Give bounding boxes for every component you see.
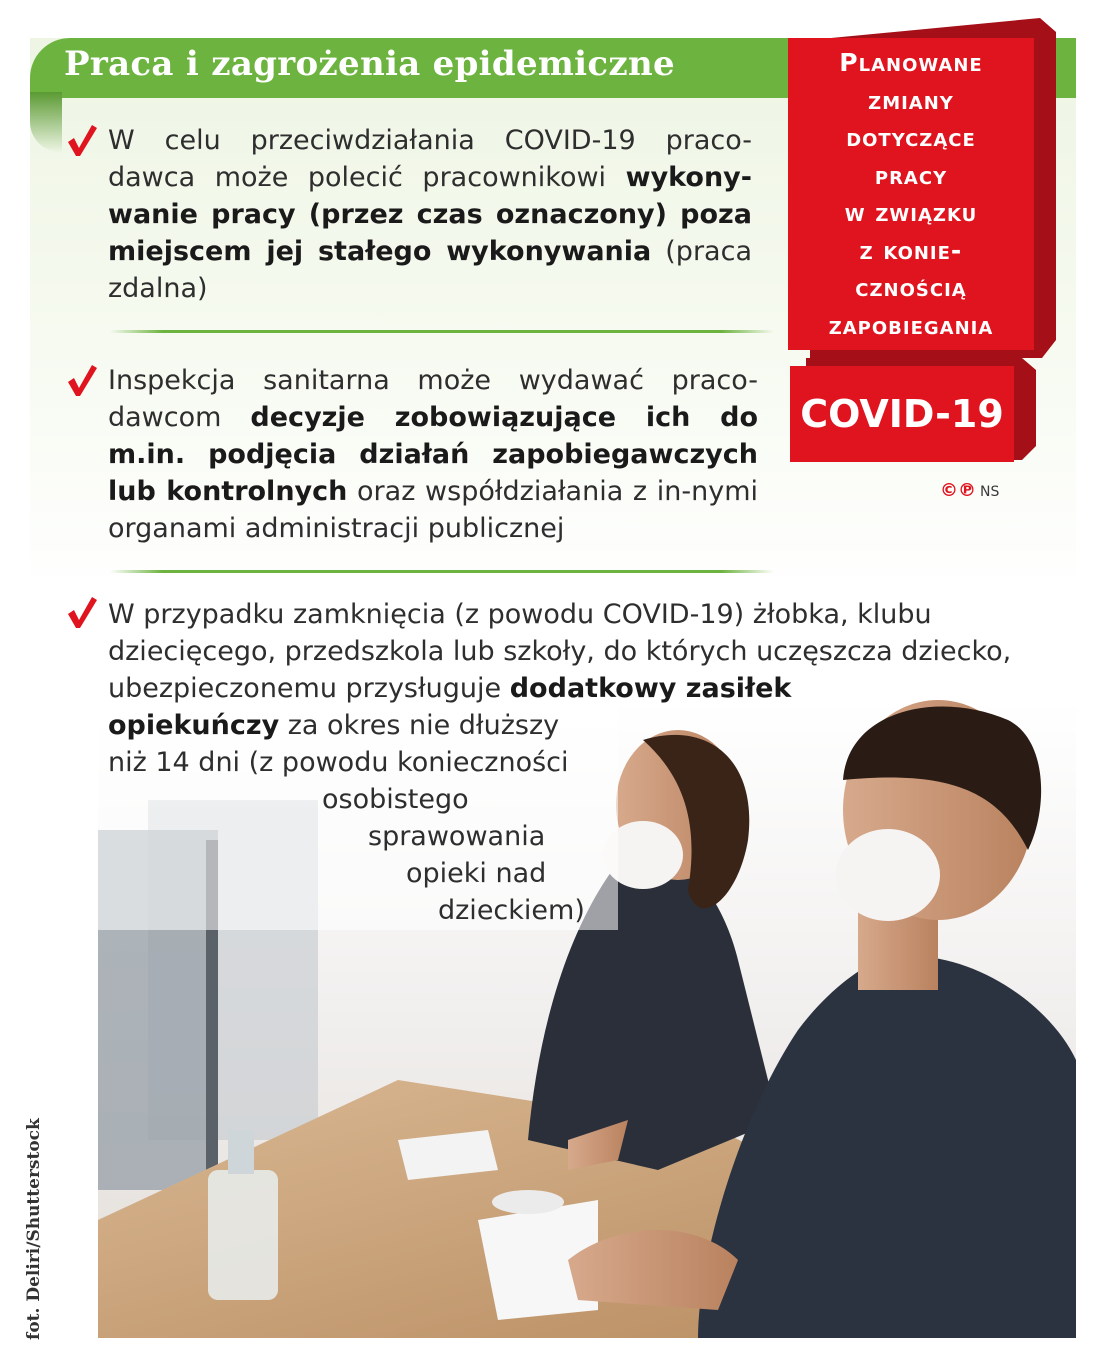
box-line: zmiany	[868, 85, 954, 115]
checkmark-icon	[64, 594, 98, 630]
item-line: dzieckiem)	[438, 895, 585, 926]
divider	[110, 570, 774, 573]
item-remote-work	[108, 122, 752, 307]
copyright-icon: ©℗	[940, 480, 976, 501]
item-bold-text: decyzje zobowiązujące ich do m.in. podjęcia działań zapobiegawczych lub kontrolnych	[108, 402, 758, 507]
copyright-mark	[940, 480, 999, 501]
sanitizer-bottle	[208, 1170, 278, 1300]
item-bold-text: opiekuńczy	[108, 710, 280, 741]
item-text: (praca zdalna)	[108, 236, 752, 304]
item-line: dziecięcego, przedszkola lub szkoły, do których uczęszcza dziecko,	[108, 636, 1012, 667]
box-line: z konie-	[859, 235, 963, 265]
checkmark-icon	[64, 122, 98, 158]
planned-changes-box	[788, 38, 1034, 350]
item-text: W celu przeciwdziałania COVID-19 praco-dawca może polecić pracownikowi	[108, 125, 752, 193]
covid-label-box	[790, 366, 1014, 462]
box-line: dotyczące	[846, 123, 976, 152]
photo-credit: fot. Deliri/Shutterstock	[24, 1118, 44, 1340]
item-text: ubezpieczonemu przysługuje	[108, 673, 510, 704]
box-line: pracy	[874, 160, 948, 190]
mouse	[492, 1190, 564, 1214]
item-line: niż 14 dni (z powodu konieczności	[108, 747, 569, 778]
divider	[110, 330, 774, 333]
item-text: oraz współdziałania z in-nymi organami administracji publicznej	[108, 476, 759, 544]
item-line: W przypadku zamknięcia (z powodu COVID-19) żłobka, klubu	[108, 599, 932, 630]
item-bold-text: dodatkowy zasiłek	[509, 673, 792, 704]
item-line: opieki nad	[406, 858, 547, 889]
box-line: Planowane	[839, 48, 983, 77]
item-line: osobistego	[322, 784, 469, 815]
item-bold-text: wykony-wanie pracy (przez czas oznaczony) poza miejscem jej stałego wykonywania	[108, 162, 752, 267]
copyright-initials: NS	[980, 484, 1000, 500]
item-line	[108, 707, 559, 744]
man-mask	[836, 829, 940, 921]
item-text: Inspekcja sanitarna może wydawać praco-dawcom	[108, 365, 758, 433]
box-line: cznością	[855, 273, 967, 302]
item-line: sprawowania	[368, 821, 546, 852]
box-line: zapobiegania	[828, 310, 994, 340]
covid-label: COVID-19	[800, 392, 1004, 436]
office-photo	[98, 700, 1076, 1338]
box-line: w związku	[844, 198, 978, 227]
page-title: Praca i zagrożenia epidemiczne	[64, 44, 675, 84]
item-line	[108, 670, 791, 707]
item-sanitary-inspection	[108, 362, 758, 547]
item-text: za okres nie dłuższy	[279, 710, 560, 741]
checkmark-icon	[64, 362, 98, 398]
